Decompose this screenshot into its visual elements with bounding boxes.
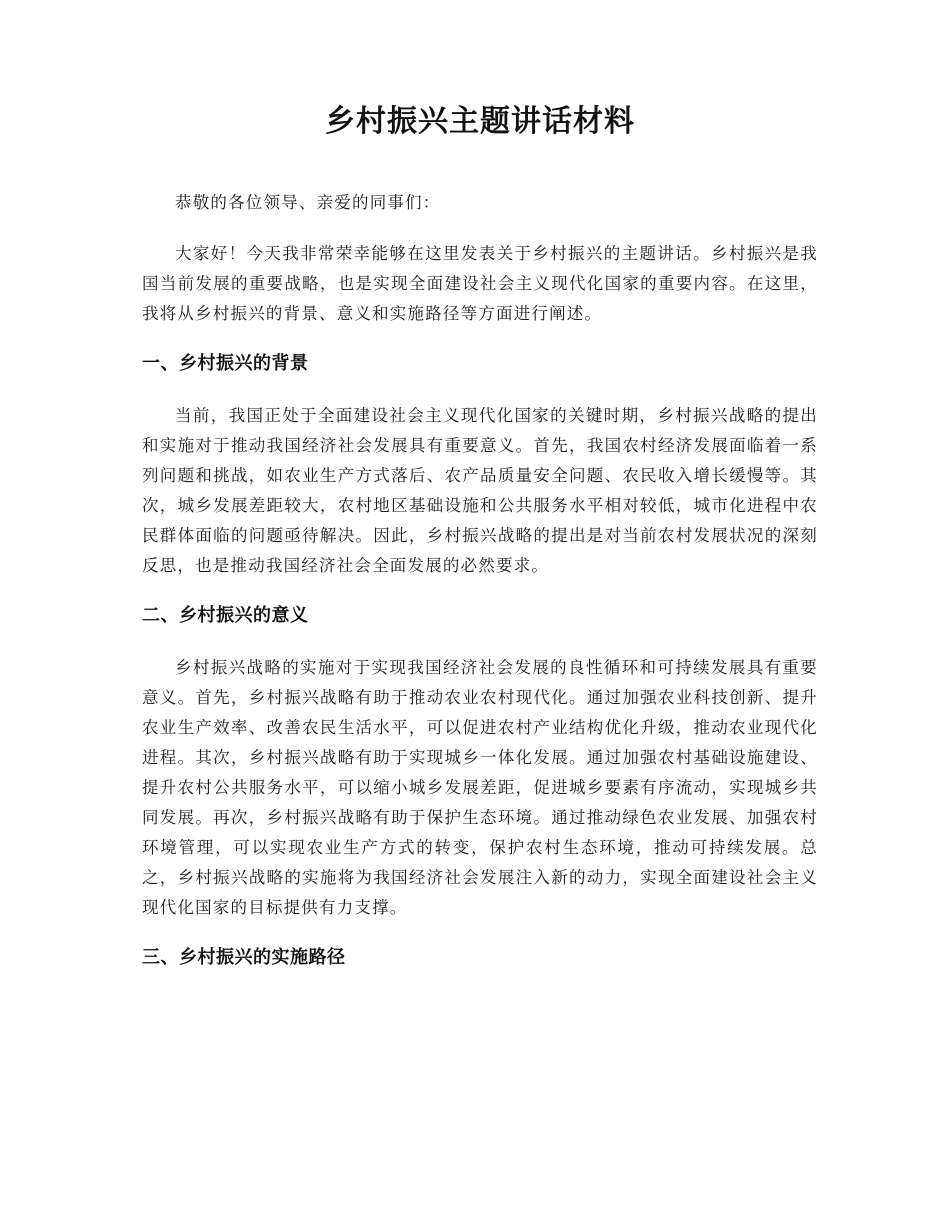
intro-paragraph: 大家好！今天我非常荣幸能够在这里发表关于乡村振兴的主题讲话。乡村振兴是我国当前发展的重要战略，也是实现全面建设社会主义现代化国家的重要内容。在这里，我将从乡村振兴的背景、意义和实施路径等方面进行阐述。	[142, 244, 818, 323]
section-body-significance: 乡村振兴战略的实施对于实现我国经济社会发展的良性循环和可持续发展具有重要意义。首先，乡村振兴战略有助于推动农业农村现代化。通过加强农业科技创新、提升农业生产效率、改善农民生活水平，可以促进农村产业结构优化升级，推动农业现代化进程。其次，乡村振兴战略有助于实现城乡一体化发展。通过加强农村基础设施建设、提升农村公共服务水平，可以缩小城乡发展差距，促进城乡要素有序流动，实现城乡共同发展。再次，乡村振兴战略有助于保护生态环境。通过推动绿色农业发展、加强农村环境管理，可以实现农业生产方式的转变，保护农村生态环境，推动可持续发展。总之，乡村振兴战略的实施将为我国经济社会发展注入新的动力，实现全面建设社会主义现代化国家的目标提供有力支撑。	[142, 658, 818, 917]
document-body	[142, 188, 818, 995]
section-heading-background: 一、乡村振兴的背景	[142, 353, 309, 374]
document-title: 乡村振兴主题讲话材料	[325, 104, 635, 139]
section-heading-significance: 二、乡村振兴的意义	[142, 605, 309, 626]
section-body-background: 当前，我国正处于全面建设社会主义现代化国家的关键时期，乡村振兴战略的提出和实施对于推动我国经济社会发展具有重要意义。首先，我国农村经济发展面临着一系列问题和挑战，如农业生产方式落后、农产品质量安全问题、农民收入增长缓慢等。其次，城乡发展差距较大，农村地区基础设施和公共服务水平相对较低，城市化进程中农民群体面临的问题亟待解决。因此，乡村振兴战略的提出是对当前农村发展状况的深刻反思，也是推动我国经济社会全面发展的必然要求。	[142, 406, 818, 575]
salutation: 恭敬的各位领导、亲爱的同事们：	[175, 193, 441, 212]
section-heading-implementation: 三、乡村振兴的实施路径	[142, 947, 346, 968]
